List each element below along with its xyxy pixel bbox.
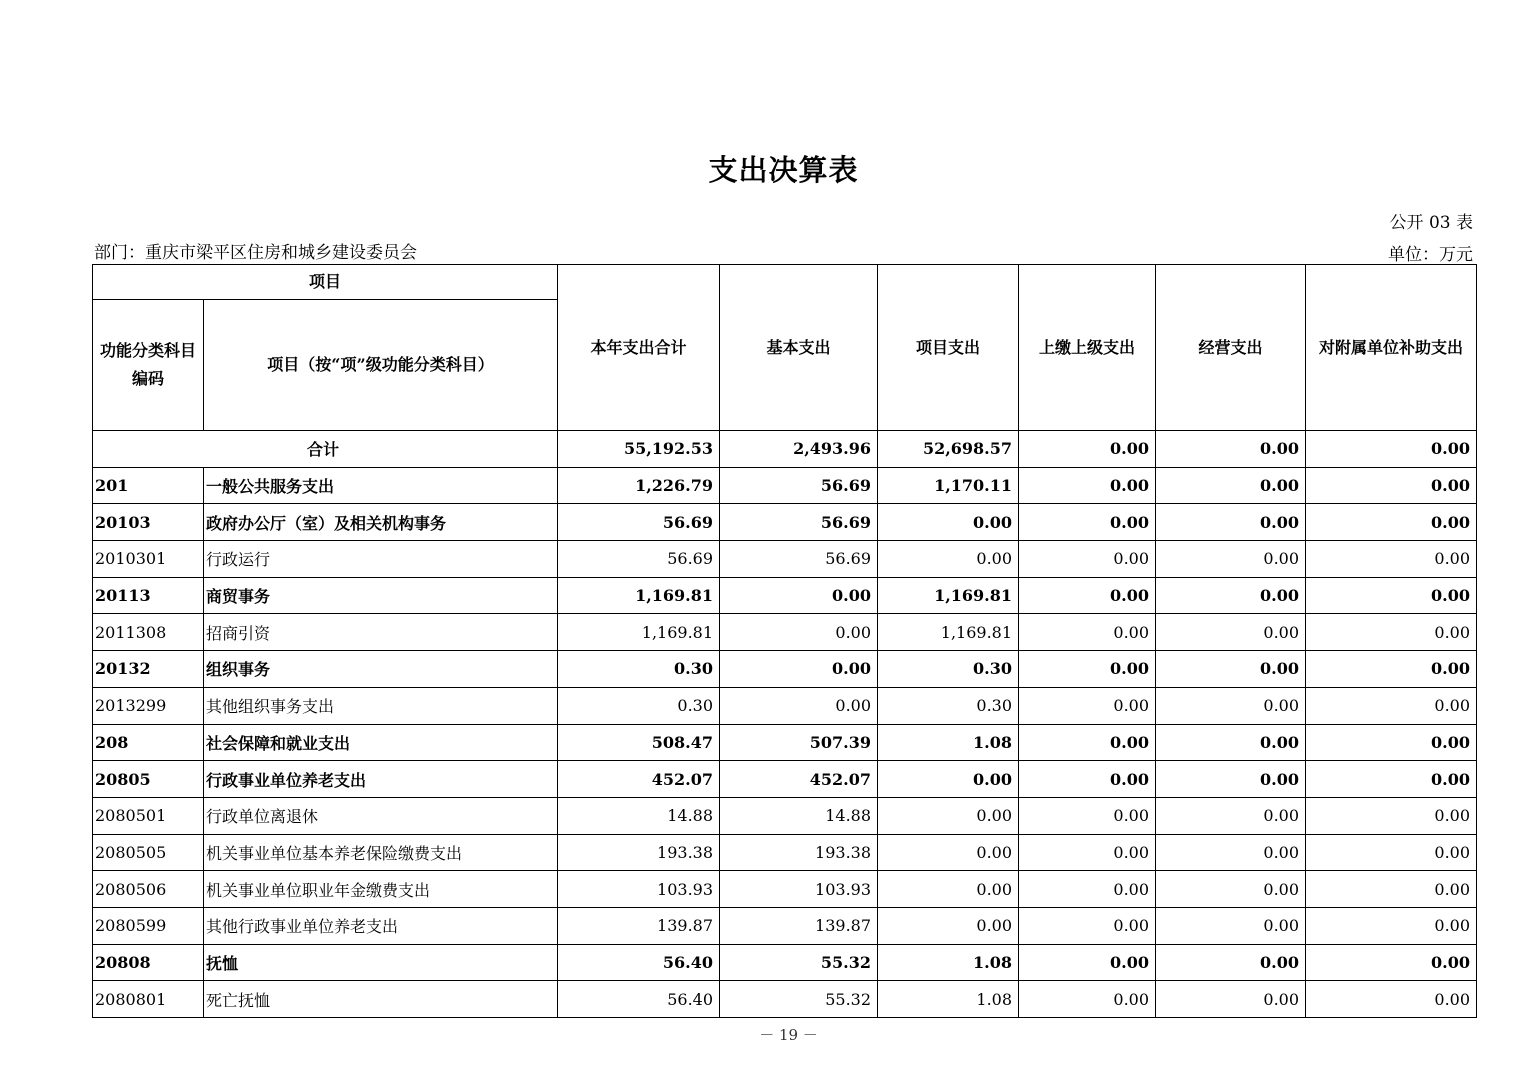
table-row — [93, 944, 1477, 981]
total-cell: 55,192.53 — [558, 431, 720, 468]
superior-cell: 0.00 — [1019, 834, 1156, 871]
table-row — [93, 504, 1477, 541]
code-cell: 20808 — [93, 944, 204, 981]
business-cell: 0.00 — [1156, 431, 1306, 468]
superior-cell: 0.00 — [1019, 761, 1156, 798]
total-cell: 103.93 — [558, 871, 720, 908]
header-project: 项目支出 — [878, 265, 1019, 431]
name-cell: 机关事业单位职业年金缴费支出 — [204, 871, 558, 908]
business-cell: 0.00 — [1156, 944, 1306, 981]
superior-cell: 0.00 — [1019, 431, 1156, 468]
basic-cell: 14.88 — [720, 797, 878, 834]
business-cell: 0.00 — [1156, 687, 1306, 724]
name-cell: 抚恤 — [204, 944, 558, 981]
business-cell: 0.00 — [1156, 834, 1306, 871]
project-cell: 1,170.11 — [878, 467, 1019, 504]
subsidy-cell: 0.00 — [1306, 504, 1477, 541]
name-cell: 一般公共服务支出 — [204, 467, 558, 504]
superior-cell: 0.00 — [1019, 467, 1156, 504]
total-cell: 193.38 — [558, 834, 720, 871]
code-cell: 2080801 — [93, 981, 204, 1018]
table-row — [93, 724, 1477, 761]
code-cell: 2013299 — [93, 687, 204, 724]
business-cell: 0.00 — [1156, 724, 1306, 761]
business-cell: 0.00 — [1156, 577, 1306, 614]
project-cell: 0.00 — [878, 871, 1019, 908]
header-name: 项目（按“项”级功能分类科目） — [204, 300, 558, 431]
header-business: 经营支出 — [1156, 265, 1306, 431]
basic-cell: 55.32 — [720, 981, 878, 1018]
table-row — [93, 797, 1477, 834]
table-row — [93, 871, 1477, 908]
subsidy-cell: 0.00 — [1306, 541, 1477, 578]
project-cell: 1,169.81 — [878, 614, 1019, 651]
subsidy-cell: 0.00 — [1306, 577, 1477, 614]
subsidy-cell: 0.00 — [1306, 467, 1477, 504]
code-cell: 2010301 — [93, 541, 204, 578]
business-cell: 0.00 — [1156, 651, 1306, 688]
project-cell: 0.00 — [878, 907, 1019, 944]
name-cell: 其他组织事务支出 — [204, 687, 558, 724]
table-row — [93, 687, 1477, 724]
business-cell: 0.00 — [1156, 907, 1306, 944]
name-cell: 组织事务 — [204, 651, 558, 688]
total-cell: 139.87 — [558, 907, 720, 944]
superior-cell: 0.00 — [1019, 687, 1156, 724]
table-row — [93, 761, 1477, 798]
project-cell: 1,169.81 — [878, 577, 1019, 614]
name-cell: 行政单位离退休 — [204, 797, 558, 834]
code-cell: 201 — [93, 467, 204, 504]
business-cell: 0.00 — [1156, 797, 1306, 834]
project-cell: 0.00 — [878, 504, 1019, 541]
subsidy-cell: 0.00 — [1306, 944, 1477, 981]
subsidy-cell: 0.00 — [1306, 687, 1477, 724]
total-cell: 0.30 — [558, 651, 720, 688]
subsidy-cell: 0.00 — [1306, 797, 1477, 834]
name-cell: 政府办公厅（室）及相关机构事务 — [204, 504, 558, 541]
header-code: 功能分类科目编码 — [93, 300, 204, 431]
superior-cell: 0.00 — [1019, 651, 1156, 688]
total-cell: 14.88 — [558, 797, 720, 834]
business-cell: 0.00 — [1156, 504, 1306, 541]
name-cell: 机关事业单位基本养老保险缴费支出 — [204, 834, 558, 871]
total-cell: 1,226.79 — [558, 467, 720, 504]
project-cell: 0.00 — [878, 797, 1019, 834]
code-cell: 20103 — [93, 504, 204, 541]
name-cell: 行政运行 — [204, 541, 558, 578]
superior-cell: 0.00 — [1019, 944, 1156, 981]
basic-cell: 2,493.96 — [720, 431, 878, 468]
project-cell: 52,698.57 — [878, 431, 1019, 468]
expenditure-table — [92, 264, 1477, 1018]
superior-cell: 0.00 — [1019, 797, 1156, 834]
basic-cell: 0.00 — [720, 651, 878, 688]
table-row — [93, 651, 1477, 688]
unit-label: 单位：万元 — [1388, 245, 1473, 265]
subsidy-cell: 0.00 — [1306, 907, 1477, 944]
total-label: 合计 — [93, 431, 558, 468]
code-cell: 20132 — [93, 651, 204, 688]
subsidy-cell: 0.00 — [1306, 431, 1477, 468]
table-row — [93, 541, 1477, 578]
business-cell: 0.00 — [1156, 761, 1306, 798]
basic-cell: 139.87 — [720, 907, 878, 944]
name-cell: 死亡抚恤 — [204, 981, 558, 1018]
header-basic: 基本支出 — [720, 265, 878, 431]
subsidy-cell: 0.00 — [1306, 761, 1477, 798]
name-cell: 其他行政事业单位养老支出 — [204, 907, 558, 944]
business-cell: 0.00 — [1156, 541, 1306, 578]
total-cell: 56.69 — [558, 504, 720, 541]
total-cell: 56.40 — [558, 944, 720, 981]
table-row — [93, 834, 1477, 871]
code-cell: 2080505 — [93, 834, 204, 871]
name-cell: 行政事业单位养老支出 — [204, 761, 558, 798]
name-cell: 社会保障和就业支出 — [204, 724, 558, 761]
basic-cell: 103.93 — [720, 871, 878, 908]
basic-cell: 56.69 — [720, 541, 878, 578]
subsidy-cell: 0.00 — [1306, 834, 1477, 871]
project-cell: 0.00 — [878, 834, 1019, 871]
superior-cell: 0.00 — [1019, 981, 1156, 1018]
project-cell: 1.08 — [878, 724, 1019, 761]
project-cell: 1.08 — [878, 944, 1019, 981]
header-subsidy: 对附属单位补助支出 — [1306, 265, 1477, 431]
total-cell: 508.47 — [558, 724, 720, 761]
basic-cell: 56.69 — [720, 467, 878, 504]
total-cell: 452.07 — [558, 761, 720, 798]
basic-cell: 452.07 — [720, 761, 878, 798]
code-cell: 2080506 — [93, 871, 204, 908]
business-cell: 0.00 — [1156, 871, 1306, 908]
page-title: 支出决算表 — [708, 153, 859, 187]
code-cell: 208 — [93, 724, 204, 761]
code-cell: 2080501 — [93, 797, 204, 834]
form-code: 公开 03 表 — [1389, 213, 1473, 233]
subsidy-cell: 0.00 — [1306, 651, 1477, 688]
basic-cell: 56.69 — [720, 504, 878, 541]
header-total: 本年支出合计 — [558, 265, 720, 431]
table-row — [93, 467, 1477, 504]
table-row — [93, 577, 1477, 614]
superior-cell: 0.00 — [1019, 724, 1156, 761]
project-cell: 1.08 — [878, 981, 1019, 1018]
table-row — [93, 907, 1477, 944]
superior-cell: 0.00 — [1019, 541, 1156, 578]
superior-cell: 0.00 — [1019, 614, 1156, 651]
superior-cell: 0.00 — [1019, 907, 1156, 944]
basic-cell: 0.00 — [720, 577, 878, 614]
business-cell: 0.00 — [1156, 981, 1306, 1018]
header-superior: 上缴上级支出 — [1019, 265, 1156, 431]
superior-cell: 0.00 — [1019, 871, 1156, 908]
project-cell: 0.00 — [878, 761, 1019, 798]
code-cell: 20113 — [93, 577, 204, 614]
table-row — [93, 981, 1477, 1018]
name-cell: 商贸事务 — [204, 577, 558, 614]
total-cell: 56.69 — [558, 541, 720, 578]
project-cell: 0.30 — [878, 651, 1019, 688]
total-row — [93, 431, 1477, 468]
basic-cell: 55.32 — [720, 944, 878, 981]
code-cell: 20805 — [93, 761, 204, 798]
code-cell: 2011308 — [93, 614, 204, 651]
project-cell: 0.00 — [878, 541, 1019, 578]
header-project-group: 项目 — [93, 265, 558, 300]
total-cell: 0.30 — [558, 687, 720, 724]
subsidy-cell: 0.00 — [1306, 871, 1477, 908]
basic-cell: 0.00 — [720, 614, 878, 651]
basic-cell: 193.38 — [720, 834, 878, 871]
name-cell: 招商引资 — [204, 614, 558, 651]
business-cell: 0.00 — [1156, 467, 1306, 504]
subsidy-cell: 0.00 — [1306, 614, 1477, 651]
superior-cell: 0.00 — [1019, 577, 1156, 614]
basic-cell: 0.00 — [720, 687, 878, 724]
superior-cell: 0.00 — [1019, 504, 1156, 541]
table-row — [93, 614, 1477, 651]
department-label: 部门：重庆市梁平区住房和城乡建设委员会 — [94, 243, 417, 263]
basic-cell: 507.39 — [720, 724, 878, 761]
total-cell: 1,169.81 — [558, 614, 720, 651]
project-cell: 0.30 — [878, 687, 1019, 724]
code-cell: 2080599 — [93, 907, 204, 944]
business-cell: 0.00 — [1156, 614, 1306, 651]
page-number: － 19 － — [759, 1026, 818, 1044]
total-cell: 1,169.81 — [558, 577, 720, 614]
subsidy-cell: 0.00 — [1306, 724, 1477, 761]
subsidy-cell: 0.00 — [1306, 981, 1477, 1018]
total-cell: 56.40 — [558, 981, 720, 1018]
